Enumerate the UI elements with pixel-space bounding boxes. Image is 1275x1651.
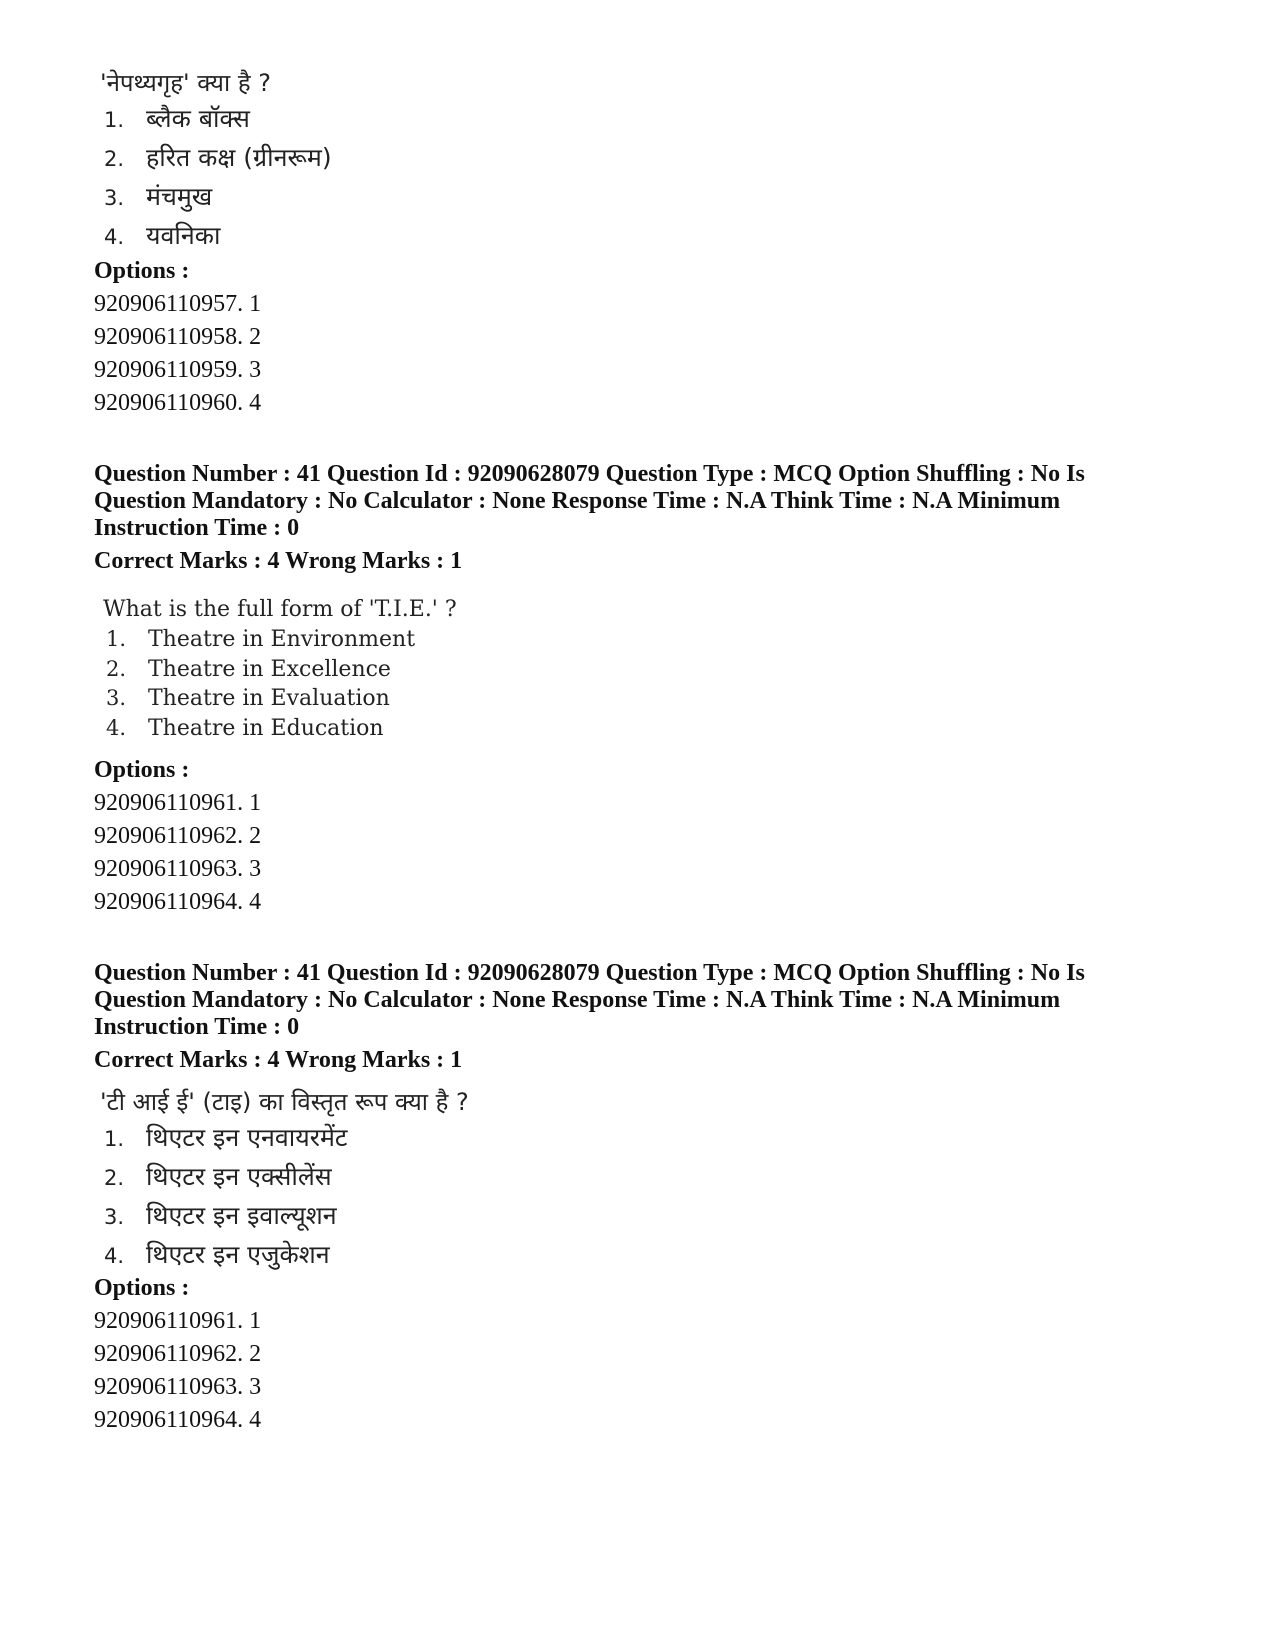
choice-text: मंचमुख	[146, 182, 213, 211]
choice-text: थिएटर इन एक्सीलेंस	[146, 1162, 332, 1191]
question-metadata	[94, 461, 1154, 542]
choice-text: थिएटर इन इवाल्यूशन	[146, 1201, 337, 1230]
option-id-row: 920906110964. 4	[94, 1407, 262, 1433]
choice-text: ब्लैक बॉक्स	[146, 104, 250, 133]
choice-number: 2.	[104, 147, 125, 171]
choice-number: 1.	[104, 1127, 125, 1151]
metadata-line: Instruction Time : 0	[94, 515, 300, 541]
choice-text: Theatre in Excellence	[148, 656, 391, 682]
choice-item	[100, 217, 332, 256]
choice-text: यवनिका	[146, 221, 221, 250]
option-id-row: 920906110959. 3	[94, 357, 262, 383]
choice-text: थिएटर इन एजुकेशन	[146, 1240, 330, 1269]
choice-item	[100, 1158, 469, 1197]
choice-number: 3.	[104, 1205, 125, 1229]
option-id-row: 920906110962. 2	[94, 1341, 262, 1367]
metadata-line: Question Number : 41 Question Id : 92090628079 Question Type : MCQ Option Shuffling : No Is	[94, 461, 1085, 487]
choice-item	[100, 1197, 469, 1236]
question-image-hindi	[100, 1085, 469, 1275]
choice-number: 2.	[106, 656, 127, 681]
question-stem: 'नेपथ्यगृह' क्या है ?	[100, 69, 271, 97]
option-id-row: 920906110957. 1	[94, 291, 262, 317]
option-id-row: 920906110958. 2	[94, 324, 262, 350]
option-id-row: 920906110961. 1	[94, 790, 262, 816]
metadata-line: Question Mandatory : No Calculator : None Response Time : N.A Think Time : N.A Minimum	[94, 987, 1061, 1013]
choice-item	[103, 714, 457, 744]
choice-number: 3.	[104, 186, 125, 210]
question-image-english	[103, 595, 457, 743]
choice-item	[100, 139, 332, 178]
options-list	[94, 754, 261, 919]
choice-number: 1.	[106, 627, 127, 651]
option-id-row: 920906110964. 4	[94, 889, 262, 915]
choice-item	[103, 625, 457, 655]
choice-item	[103, 684, 457, 714]
option-id-row: 920906110963. 3	[94, 856, 262, 882]
choice-item	[100, 100, 332, 139]
options-heading: Options :	[94, 258, 190, 284]
option-id-row: 920906110960. 4	[94, 390, 262, 416]
question-stem: 'टी आई ई' (टाइ) का विस्तृत रूप क्या है ?	[100, 1088, 469, 1116]
choice-number: 1.	[104, 108, 125, 132]
choice-number: 4.	[104, 1244, 125, 1268]
options-heading: Options :	[94, 1275, 190, 1301]
choice-item	[100, 1236, 469, 1275]
metadata-line: Question Number : 41 Question Id : 92090628079 Question Type : MCQ Option Shuffling : No Is	[94, 960, 1085, 986]
choice-text: Theatre in Education	[148, 715, 384, 741]
metadata-line: Instruction Time : 0	[94, 1014, 300, 1040]
choice-item	[100, 1119, 469, 1158]
question-metadata	[94, 960, 1154, 1041]
options-list	[94, 1272, 261, 1437]
choice-number: 2.	[104, 1166, 125, 1190]
choice-item	[103, 655, 457, 685]
option-id-row: 920906110961. 1	[94, 1308, 262, 1334]
choice-number: 3.	[106, 686, 127, 710]
marks-line: Correct Marks : 4 Wrong Marks : 1	[94, 548, 463, 574]
options-list	[94, 255, 261, 420]
question-image-hindi	[100, 66, 332, 256]
option-id-row: 920906110963. 3	[94, 1374, 262, 1400]
choice-item	[100, 178, 332, 217]
metadata-line: Question Mandatory : No Calculator : None Response Time : N.A Think Time : N.A Minimum	[94, 488, 1061, 514]
choice-text: हरित कक्ष (ग्रीनरूम)	[146, 143, 332, 172]
question-stem: What is the full form of 'T.I.E.' ?	[103, 597, 457, 622]
marks-line: Correct Marks : 4 Wrong Marks : 1	[94, 1047, 463, 1073]
options-heading: Options :	[94, 757, 190, 783]
choice-number: 4.	[104, 225, 125, 249]
choice-number: 4.	[106, 715, 127, 740]
choice-text: Theatre in Evaluation	[148, 686, 390, 711]
option-id-row: 920906110962. 2	[94, 823, 262, 849]
choice-text: थिएटर इन एनवायरमेंट	[146, 1123, 348, 1152]
choice-text: Theatre in Environment	[148, 627, 416, 652]
